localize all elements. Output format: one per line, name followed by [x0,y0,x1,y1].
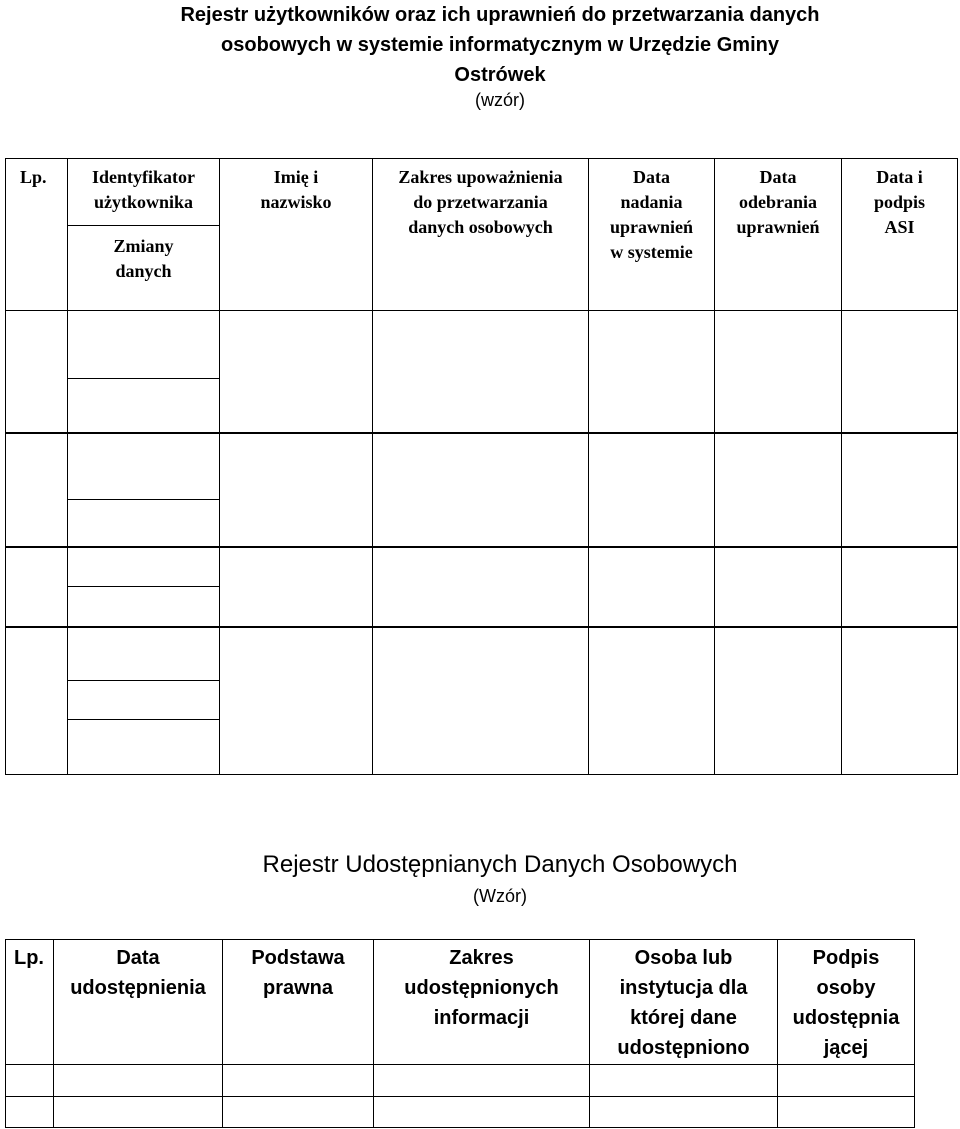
table-cell[interactable] [777,1064,915,1097]
header-recipient-line: której dane [630,1007,737,1029]
table-cell[interactable] [714,310,842,434]
table-cell[interactable] [588,310,715,434]
table-cell[interactable] [5,1096,54,1128]
table-cell[interactable] [714,626,842,775]
table-cell[interactable] [588,626,715,775]
header-grant-date [588,158,715,311]
table-cell[interactable] [219,432,373,548]
table-cell[interactable] [373,1096,590,1128]
header-recipient-line: Osoba lub [634,947,733,969]
header-grant-date-line: uprawnień [609,217,694,237]
header-recipient-line: instytucja dla [619,977,748,999]
header-scope-line: informacji [433,1007,530,1029]
table-cell[interactable] [372,546,589,628]
table-cell[interactable] [5,1064,54,1097]
table-cell[interactable] [219,310,373,434]
header-scope [372,158,589,311]
header-signature [777,939,915,1065]
header-signature-line: osoby [816,977,876,999]
table-cell[interactable] [372,432,589,548]
header-lp [5,158,68,311]
header-recipient-line: udostępniono [617,1037,750,1059]
header-changes-line: danych [115,261,172,281]
cell-divider [68,680,219,681]
table-cell[interactable] [5,310,68,434]
header-name-line: nazwisko [260,192,332,212]
header-scope-line: danych osobowych [408,217,553,237]
header-basis [222,939,374,1065]
header-scope [373,939,590,1065]
table-cell[interactable] [589,1096,778,1128]
table-cell[interactable] [588,432,715,548]
header-lp-label: Lp. [20,167,47,187]
table-cell[interactable] [222,1096,374,1128]
header-lp-label: Lp. [14,947,44,969]
header-revoke-date-line: odebrania [738,192,817,212]
header-identifier [67,158,220,311]
table-cell[interactable] [5,432,68,548]
table-cell[interactable] [841,626,958,775]
header-grant-date-line: w systemie [610,242,693,262]
table-cell[interactable] [589,1064,778,1097]
table-cell[interactable] [53,1096,223,1128]
title-line-3: Ostrówek [454,64,546,86]
header-grant-date-line: Data [633,167,670,187]
header-date [53,939,223,1065]
header-basis-line: Podstawa [251,947,345,969]
table-cell[interactable] [222,1064,374,1097]
cell-divider [68,378,219,379]
cell-divider [68,719,219,720]
table-cell[interactable] [5,626,68,775]
header-date-line: Data [116,947,160,969]
register-shared-title: Rejestr Udostępnianych Danych Osobowych [262,851,738,878]
table-cell[interactable] [67,546,220,628]
cell-divider [68,586,219,587]
cell-divider [68,499,219,500]
table-cell[interactable] [777,1096,915,1128]
table-cell[interactable] [588,546,715,628]
title-line-2: osobowych w systemie informatycznym w Urzędzie Gminy [221,34,779,56]
header-signature-line: udostępnia [792,1007,900,1029]
header-grant-date-line: nadania [620,192,683,212]
header-basis-line: prawna [262,977,334,999]
header-lp [5,939,54,1065]
table-cell[interactable] [372,310,589,434]
table-cell[interactable] [841,432,958,548]
header-revoke-date-line: Data [759,167,797,187]
header-signature-line: jącej [823,1037,869,1059]
header-date-line: udostępnienia [70,977,206,999]
header-name-line: Imię i [273,167,319,187]
header-identifier-line: użytkownika [93,192,194,212]
table-cell[interactable] [714,546,842,628]
header-asi-line: Data i [876,167,923,187]
header-identifier-line: Identyfikator [92,167,195,187]
table-cell[interactable] [714,432,842,548]
header-changes [68,234,219,284]
header-divider [68,225,219,226]
table-cell[interactable] [67,432,220,548]
table-cell[interactable] [219,546,373,628]
title-line-1: Rejestr użytkowników oraz ich uprawnień do przetwarzania danych [180,4,820,26]
header-revoke-date [714,158,842,311]
header-scope-line: Zakres [449,947,514,969]
table-cell[interactable] [67,310,220,434]
header-scope-line: Zakres upoważnienia [398,167,563,187]
header-recipient [589,939,778,1065]
header-asi-line: ASI [884,217,915,237]
header-revoke-date-line: uprawnień [736,217,820,237]
header-asi-line: podpis [873,192,926,212]
header-changes-line: Zmiany [113,236,174,256]
header-signature-line: Podpis [812,947,880,969]
table-cell[interactable] [67,626,220,775]
register-users-table [5,158,958,775]
table-cell[interactable] [373,1064,590,1097]
register-shared-table [5,939,915,1128]
table-cell[interactable] [841,310,958,434]
header-scope-line: udostępnionych [404,977,559,999]
register-users-title [0,0,960,90]
table-cell[interactable] [219,626,373,775]
header-name [219,158,373,311]
header-asi [841,158,958,311]
register-users-subtitle: (wzór) [475,90,525,110]
header-scope-line: do przetwarzania [413,192,548,212]
table-cell[interactable] [53,1064,223,1097]
table-cell[interactable] [841,546,958,628]
table-cell[interactable] [372,626,589,775]
register-shared-subtitle: (Wzór) [473,886,527,906]
table-cell[interactable] [5,546,68,628]
